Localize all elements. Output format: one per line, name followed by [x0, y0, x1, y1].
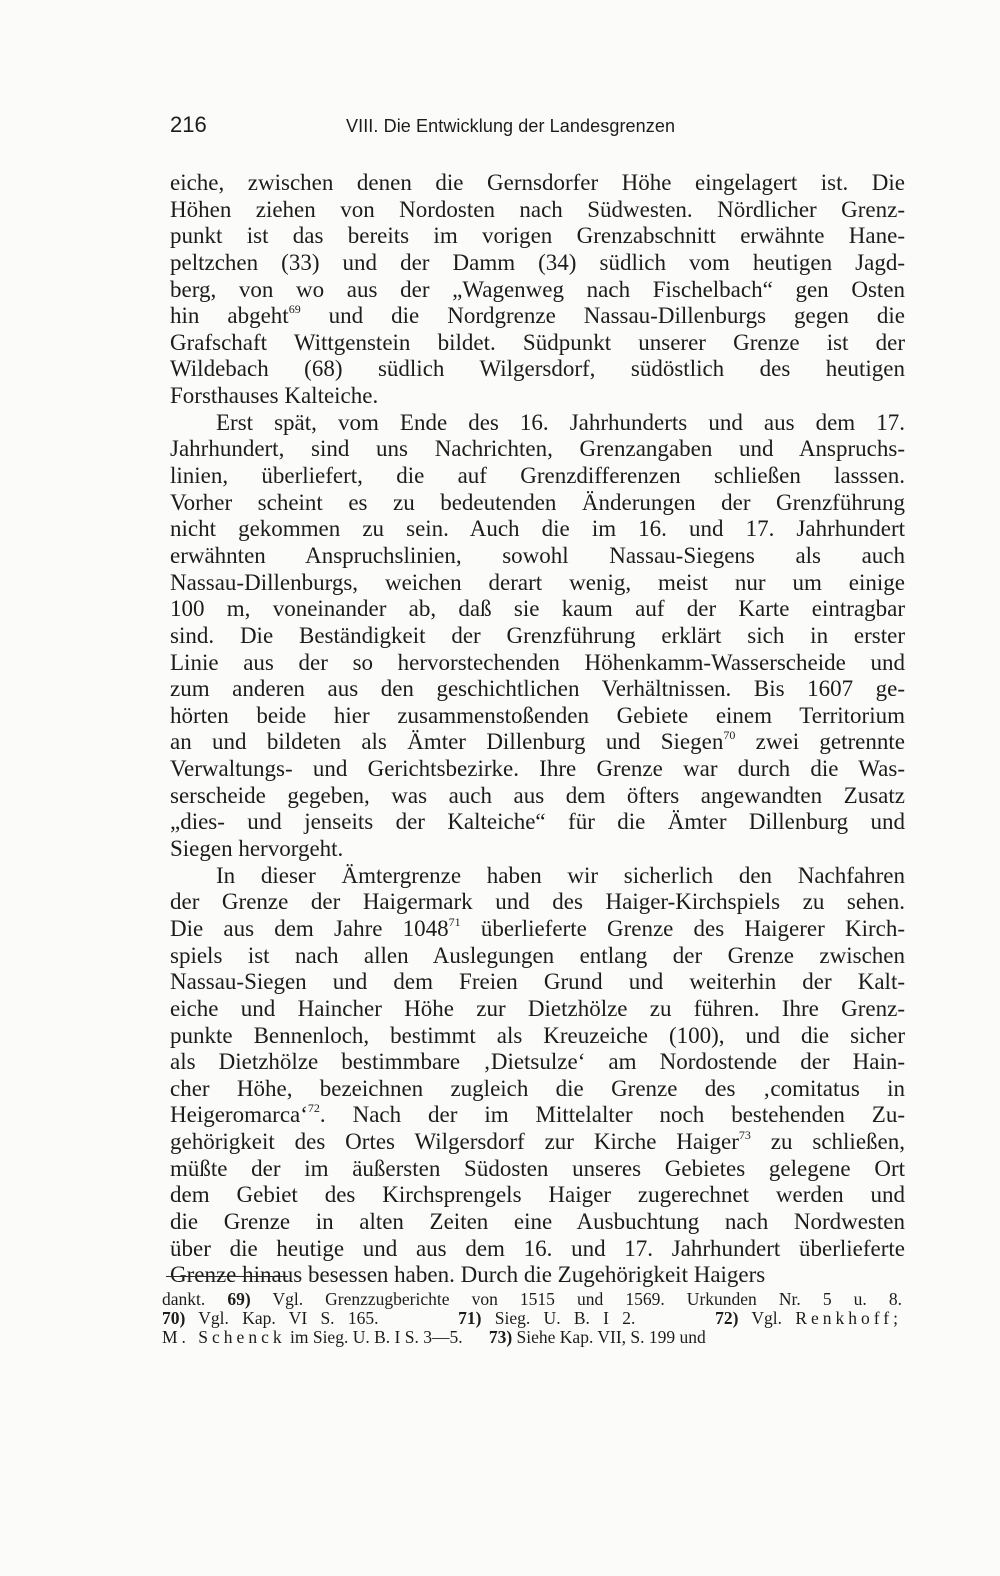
text-line: berg, von wo aus der „Wagenweg nach Fischelbach“ gen Osten	[170, 276, 905, 302]
footnote-ref-73: 73)	[488, 1327, 513, 1347]
text-line: punkt ist das bereits im vorigen Grenzabschnitt erwähnte Hane-	[170, 223, 905, 249]
text-line: Höhen ziehen von Nordosten nach Südwesten. Nördlicher Grenz-	[170, 196, 905, 222]
text-line: 100 m, voneinander ab, daß sie kaum auf der Karte eintragbar	[170, 596, 905, 622]
text-line	[170, 1102, 905, 1129]
text-line: erwähnten Anspruchslinien, sowohl Nassau-Siegens als auch	[170, 542, 905, 568]
text-line: cher Höhe, bezeichnen zugleich die Grenze des ‚comitatus in	[170, 1075, 905, 1101]
body-text	[170, 170, 905, 1289]
footnote-marker: 73	[738, 1128, 751, 1143]
text-line: In dieser Ämtergrenze haben wir sicherlich den Nachfahren	[216, 862, 905, 888]
text-line: serscheide gegeben, was auch aus dem öfters angewandten Zusatz	[170, 782, 905, 808]
text-line	[170, 1129, 905, 1156]
text-line: peltzchen (33) und der Damm (34) südlich vom heutigen Jagd-	[170, 249, 905, 275]
footnote-marker: 70	[723, 728, 736, 743]
footnote-separator	[166, 1276, 288, 1277]
text-segment: Heigeromarca‘	[170, 1102, 308, 1128]
text-line: Nassau-Siegen und dem Freien Grund und weiterhin der Kalt-	[170, 969, 905, 995]
footnotes	[162, 1290, 902, 1347]
text-segment: Die aus dem Jahre 1048	[170, 915, 449, 941]
text-line: Linie aus der so hervorstechenden Höhenkamm-Wasserscheide und	[170, 649, 905, 675]
footnote-text: Vgl. Kap. VI S. 165.	[185, 1308, 459, 1328]
footnote-marker: 72	[307, 1101, 320, 1116]
footnote-ref-72: 72)	[715, 1308, 739, 1328]
footnote-text: im Sieg. U. B. I S. 3—5.	[285, 1327, 489, 1347]
text-line: zum anderen aus den geschichtlichen Verhältnissen. Bis 1607 ge-	[170, 676, 905, 702]
text-line: punkte Bennenloch, bestimmt als Kreuzeiche (100), und die sicher	[170, 1022, 905, 1048]
text-segment: zu schließen,	[750, 1129, 905, 1155]
footnote-ref-69: 69)	[227, 1289, 251, 1309]
text-line: Erst spät, vom Ende des 16. Jahrhunderts und aus dem 17.	[216, 409, 905, 435]
footnote-line	[162, 1290, 902, 1309]
footnote-ref-70: 70)	[162, 1308, 186, 1328]
footnote-marker: 69	[288, 302, 301, 317]
text-line: als Dietzhölze bestimmbare ‚Dietsulze‘ am Nordostende der Hain-	[170, 1049, 905, 1075]
text-line: Jahrhundert, sind uns Nachrichten, Grenzangaben und Anspruchs-	[170, 436, 905, 462]
text-segment: an und bildeten als Ämter Dillenburg und Siegen	[170, 729, 724, 755]
text-line: hörten beide hier zusammenstoßenden Gebiete einem Territorium	[170, 702, 905, 728]
text-line: über die heutige und aus dem 16. und 17. Jahrhundert überlieferte	[170, 1235, 905, 1261]
text-segment: hin abgeht	[170, 303, 289, 329]
text-line: Siegen hervorgeht.	[170, 836, 344, 862]
footnote-text: Siehe Kap. VII, S. 199 und	[512, 1327, 706, 1347]
text-line: sind. Die Beständigkeit der Grenzführung erklärt sich in erster	[170, 622, 905, 648]
text-line: Wildebach (68) südlich Wilgersdorf, südöstlich des heutigen	[170, 356, 905, 382]
text-line: der Grenze der Haigermark und des Haiger-Kirchspiels zu sehen.	[170, 889, 905, 915]
text-segment: zwei getrennte	[735, 729, 905, 755]
text-line: Vorher scheint es zu bedeutenden Änderungen der Grenzführung	[170, 489, 905, 515]
footnote-line	[162, 1309, 902, 1328]
text-line: Forsthauses Kalteiche.	[170, 383, 379, 409]
text-line: Grafschaft Wittgenstein bildet. Südpunkt unserer Grenze ist der	[170, 329, 905, 355]
text-segment: gehörigkeit des Ortes Wilgersdorf zur Kirche Haiger	[170, 1129, 739, 1155]
text-line: Nassau-Dillenburgs, weichen derart wenig, meist nur um einige	[170, 569, 905, 595]
text-line: eiche und Haincher Höhe zur Dietzhölze zu führen. Ihre Grenz-	[170, 995, 905, 1021]
running-head: VIII. Die Entwicklung der Landesgrenzen	[346, 116, 676, 136]
text-line	[170, 729, 905, 756]
text-line: Verwaltungs- und Gerichtsbezirke. Ihre Grenze war durch die Was-	[170, 756, 905, 782]
text-line: nicht gekommen zu sein. Auch die im 16. und 17. Jahrhundert	[170, 516, 905, 542]
footnote-marker: 71	[448, 914, 461, 929]
text-line: Grenze hinaus besessen haben. Durch die Zugehörigkeit Haigers	[170, 1262, 766, 1288]
text-line: müßte der im äußersten Südosten unseres Gebietes gelegene Ort	[170, 1155, 905, 1181]
text-line	[170, 303, 905, 330]
footnote-line	[162, 1328, 902, 1347]
text-line	[170, 916, 905, 943]
page-header	[170, 112, 905, 148]
text-segment: . Nach der im Mittelalter noch bestehenden Zu-	[319, 1102, 905, 1128]
author-name: Renkhoff;	[795, 1308, 902, 1328]
text-line: eiche, zwischen denen die Gernsdorfer Höhe eingelagert ist. Die	[170, 170, 905, 195]
text-line: spiels ist nach allen Auslegungen entlang der Grenze zwischen	[170, 942, 905, 968]
footnote-ref-71: 71)	[458, 1308, 482, 1328]
text-line: die Grenze in alten Zeiten eine Ausbuchtung nach Nordwesten	[170, 1208, 905, 1234]
text-segment: und die Nordgrenze Nassau-Dillenburgs gegen die	[300, 303, 905, 329]
text-line: „dies- und jenseits der Kalteiche“ für die Ämter Dillenburg und	[170, 809, 905, 835]
page-number: 216	[170, 112, 207, 137]
footnote-text: Vgl.	[738, 1308, 796, 1328]
text-line: dem Gebiet des Kirchsprengels Haiger zugerechnet werden und	[170, 1182, 905, 1208]
text-line: linien, überliefert, die auf Grenzdifferenzen schließen lasssen.	[170, 463, 905, 489]
author-name: M. Schenck	[162, 1327, 286, 1347]
footnote-text: dankt.	[162, 1289, 228, 1309]
text-segment: überlieferte Grenze des Haigerer Kirch-	[460, 915, 905, 941]
footnote-text: Sieg. U. B. I 2.	[481, 1308, 716, 1328]
footnote-text: Vgl. Grenzzugberichte von 1515 und 1569. Urkunden Nr. 5 u. 8.	[250, 1289, 902, 1309]
